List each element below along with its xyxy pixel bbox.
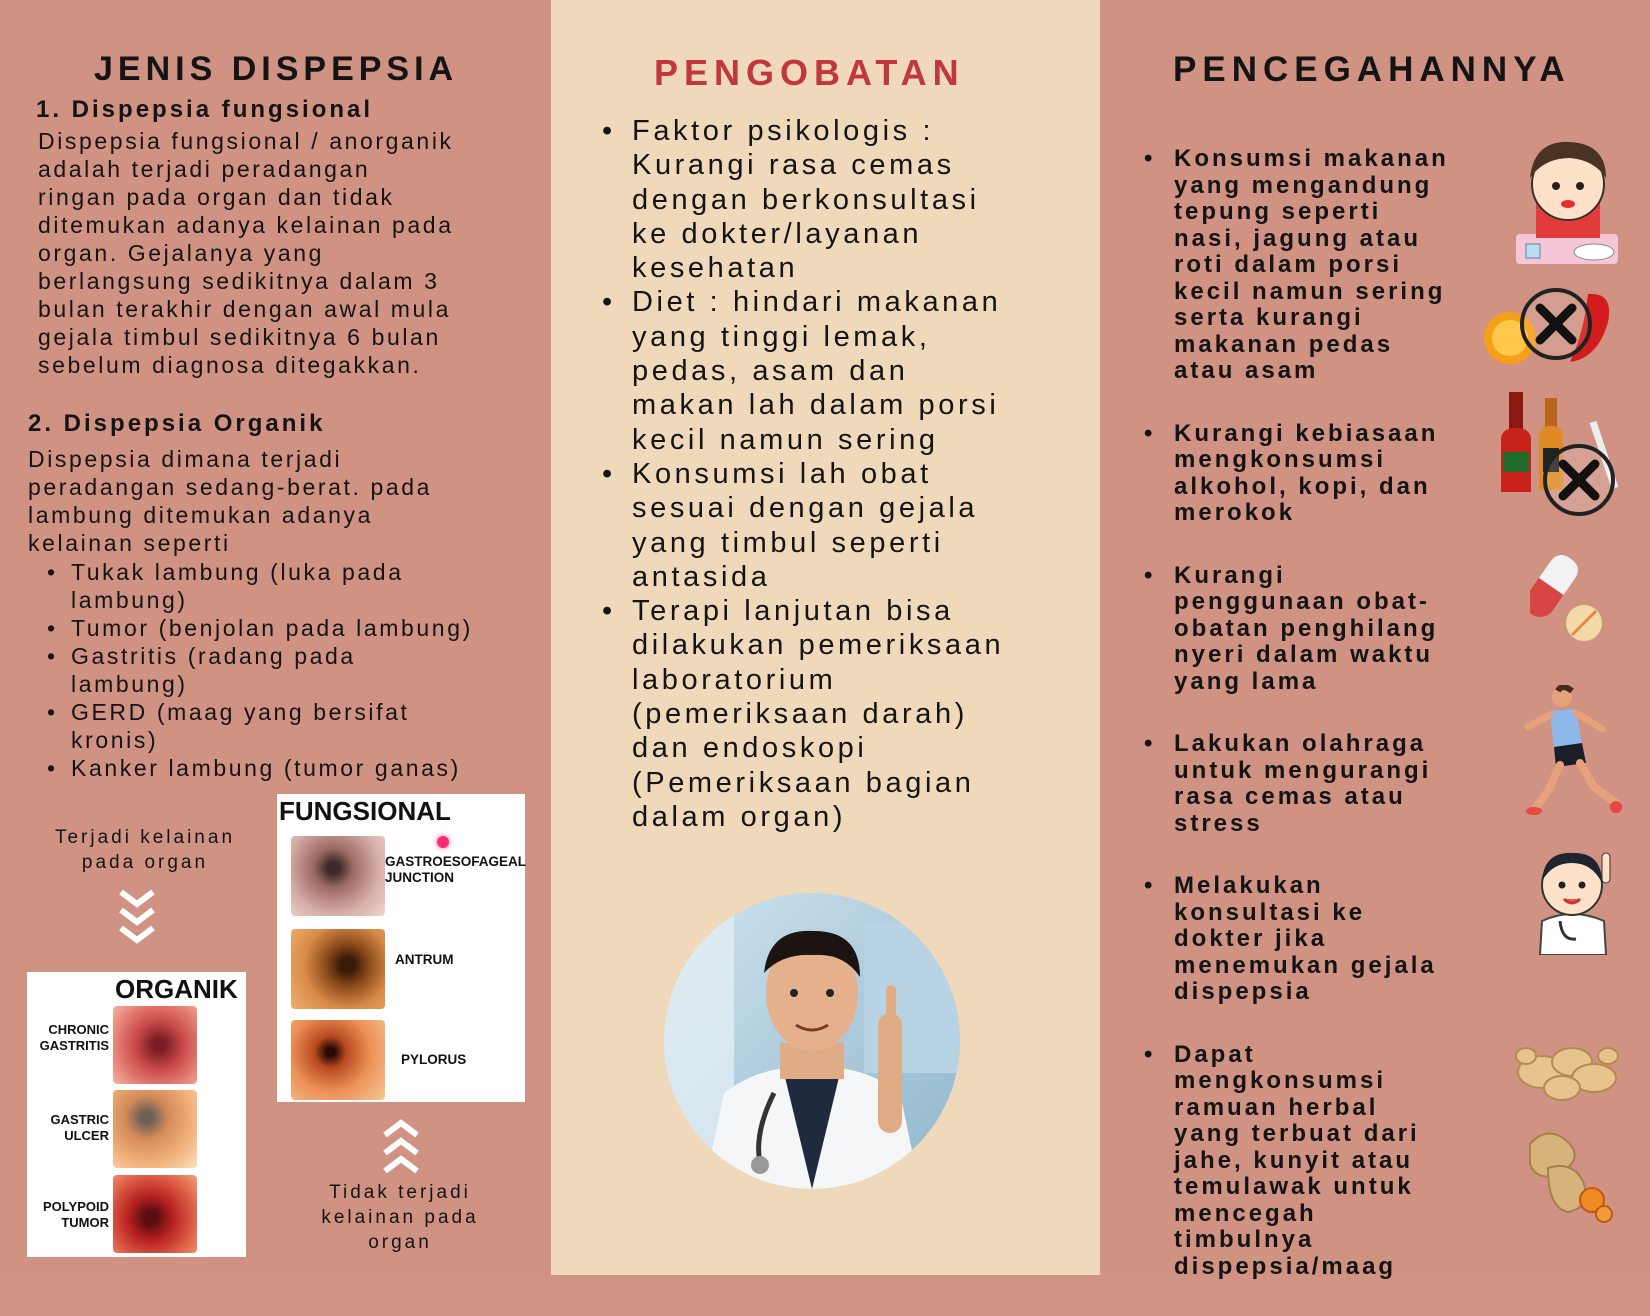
medicine-pill-icon (1530, 553, 1606, 645)
text-line: lambung) (71, 587, 188, 613)
text-line: stress (1174, 809, 1263, 837)
label-pylorus: PYLORUS (401, 1052, 467, 1067)
text-line: atau asam (1174, 357, 1319, 384)
text-line: ramuan herbal (1174, 1093, 1379, 1121)
text-line: (Pemeriksaan bagian (632, 766, 975, 799)
eating-child-icon (1514, 134, 1620, 272)
text-line: mengkonsumsi (1174, 446, 1387, 473)
polypoid-tumor-image (113, 1175, 197, 1253)
running-man-icon (1520, 685, 1622, 819)
list-item (1144, 1042, 1449, 1281)
text-line: gejala timbul sedikitnya 6 bulan (38, 324, 441, 350)
text-line: Kurangi kebiasaan (1174, 419, 1439, 447)
text-line: Dispepsia dimana terjadi (28, 446, 343, 472)
text-line: dokter jika (1174, 925, 1328, 952)
organik-list (29, 558, 473, 782)
title-pencegahannya: PENCEGAHANNYA (1173, 50, 1571, 89)
text-line: Kurangi rasa cemas (632, 149, 955, 182)
list-item (602, 457, 1004, 594)
text-line: dispepsia/maag (1174, 1252, 1397, 1280)
fungsional-figure (277, 794, 525, 1102)
text-line: kronis) (71, 727, 159, 753)
text-line: kelainan seperti (28, 530, 231, 556)
text-line: Gastritis (radang pada (71, 643, 356, 669)
text-line: bulan terakhir dengan awal mula (38, 296, 452, 322)
text-line: mengkonsumsi (1174, 1067, 1387, 1094)
text-line: serta kurangi (1174, 304, 1364, 331)
ginger-icon (1512, 1032, 1622, 1106)
desc-fungsional (38, 127, 454, 379)
text-line: timbulnya (1174, 1226, 1315, 1253)
organik-figure (27, 972, 246, 1257)
list-item (29, 698, 473, 754)
label-chronic-gastritis: CHRONIC GASTRITIS (39, 1022, 109, 1053)
text-line: Tukak lambung (luka pada (71, 559, 404, 585)
caption-fungsional (300, 1180, 500, 1255)
text-line: kecil namun sering (1174, 277, 1446, 305)
panel-pencegahan (1100, 0, 1650, 1280)
chevrons-up-icon (381, 1117, 421, 1177)
text-line: Konsumsi makanan (1174, 145, 1449, 172)
list-item (29, 614, 473, 642)
subtitle-fungsional: 1. Dispepsia fungsional (36, 96, 374, 123)
text-line: (pemeriksaan darah) (632, 698, 968, 731)
text-line: Dapat (1174, 1040, 1256, 1068)
list-item (1144, 421, 1449, 527)
text-line: Diet : hindari makanan (632, 286, 1002, 319)
list-item (1144, 731, 1449, 837)
title-pengobatan: PENGOBATAN (654, 52, 965, 93)
text-line: yang mengandung (1174, 171, 1433, 199)
doctor-photo (664, 893, 960, 1189)
text-line: GERD (maag yang bersifat (71, 699, 410, 725)
no-alcohol-coffee-smoking-icon (1497, 392, 1623, 520)
text-line: yang tinggi lemak, (632, 320, 931, 353)
pylorus-image (291, 1020, 385, 1100)
text-line: kecil namun sering (632, 423, 939, 456)
text-line: nyeri dalam waktu (1174, 641, 1434, 668)
text-line: peradangan sedang-berat. pada (28, 474, 433, 500)
organik-figure-title: ORGANIK (115, 974, 238, 1004)
text-line: temulawak untuk (1174, 1173, 1414, 1200)
label-antrum: ANTRUM (395, 952, 454, 967)
chevrons-down-icon (117, 888, 157, 948)
text-line: dengan berkonsultasi (632, 183, 980, 216)
list-item (1144, 563, 1449, 696)
desc-organik (28, 445, 432, 557)
caption-organik (40, 825, 250, 875)
text-line: Dispepsia fungsional / anorganik (38, 128, 454, 154)
text-line: Terapi lanjutan bisa (632, 595, 954, 628)
text-line: Faktor psikologis : (632, 115, 935, 147)
text-line: konsultasi ke (1174, 898, 1366, 926)
chronic-gastritis-image (113, 1006, 197, 1084)
turmeric-icon (1518, 1124, 1614, 1224)
text-line: makanan pedas (1174, 330, 1394, 358)
text-line: dalam organ) (632, 800, 847, 833)
doctor-icon (1532, 845, 1618, 955)
text-line: sesuai dengan gejala (632, 492, 979, 525)
text-line: yang terbuat dari (1174, 1120, 1420, 1147)
text-line: penggunaan obat- (1174, 588, 1430, 615)
text-line: jahe, kunyit atau (1174, 1146, 1414, 1174)
text-line: untuk mengurangi (1174, 756, 1432, 784)
list-item (29, 558, 473, 614)
pencegahan-list (1144, 146, 1449, 1316)
text-line: roti dalam porsi (1174, 251, 1403, 278)
label-polypoid-tumor: POLYPOID TUMOR (43, 1199, 109, 1230)
text-line: antasida (632, 560, 771, 593)
text-line: tepung seperti (1174, 198, 1382, 225)
text-line: ke dokter/layanan (632, 217, 923, 250)
text-line: sebelum diagnosa ditegakkan. (38, 352, 422, 378)
list-item (1144, 873, 1449, 1006)
list-item (602, 285, 1004, 456)
text-line: kelainan pada (321, 1207, 479, 1228)
text-line: pada organ (81, 852, 209, 873)
text-line: mencegah (1174, 1199, 1317, 1227)
panel-pengobatan (551, 0, 1100, 1275)
text-line: merokok (1174, 499, 1296, 526)
pengobatan-list (602, 114, 1004, 834)
title-jenis-dispepsia: JENIS DISPEPSIA (94, 50, 459, 88)
text-line: ditemukan adanya kelainan pada (38, 212, 454, 238)
text-line: Kanker lambung (tumor ganas) (71, 755, 461, 781)
text-line: menemukan gejala (1174, 951, 1437, 979)
text-line: kesehatan (632, 252, 799, 285)
text-line: lambung) (71, 671, 188, 697)
antrum-image (291, 929, 385, 1009)
no-spicy-sour-icon (1480, 282, 1620, 368)
text-line: yang timbul seperti (632, 526, 944, 559)
text-line: Melakukan (1174, 872, 1324, 899)
list-item (29, 642, 473, 698)
subtitle-organik: 2. Dispepsia Organik (28, 410, 326, 437)
text-line: laboratorium (632, 663, 837, 696)
gastric-ulcer-image (113, 1090, 197, 1168)
text-line: Terjadi kelainan (54, 827, 236, 848)
pointer-dot-icon (437, 836, 449, 848)
text-line: Lakukan olahraga (1174, 730, 1427, 757)
text-line: dispepsia (1174, 978, 1312, 1005)
text-line: pedas, asam dan (632, 355, 909, 388)
text-line: organ. Gejalanya yang (38, 240, 325, 266)
text-line: nasi, jagung atau (1174, 224, 1422, 252)
fungsional-figure-title: FUNGSIONAL (279, 796, 451, 826)
text-line: adalah terjadi peradangan (38, 156, 371, 182)
text-line: berlangsung sedikitnya dalam 3 (38, 268, 440, 294)
label-gastric-ulcer: GASTRIC ULCER (50, 1112, 109, 1143)
text-line: Tidak terjadi (329, 1182, 471, 1203)
text-line: organ (368, 1232, 432, 1253)
label-gastroesofageal-junction: GASTROESOFAGEAL JUNCTION (385, 854, 527, 885)
text-line: obatan penghilang (1174, 614, 1439, 642)
list-item (602, 114, 1004, 285)
text-line: lambung ditemukan adanya (28, 502, 373, 528)
text-line: dan endoskopi (632, 732, 868, 765)
text-line: rasa cemas atau (1174, 783, 1406, 810)
text-line: alkohol, kopi, dan (1174, 472, 1431, 500)
text-line: dilakukan pemeriksaan (632, 629, 1005, 662)
panel-jenis-dispepsia (0, 0, 551, 1275)
list-item (29, 754, 473, 782)
text-line: Konsumsi lah obat (632, 457, 932, 490)
text-line: Kurangi (1174, 561, 1286, 589)
text-line: yang lama (1174, 667, 1319, 695)
text-line: Tumor (benjolan pada lambung) (71, 615, 473, 641)
text-line: makan lah dalam porsi (632, 389, 1000, 422)
gastroesofageal-junction-image (291, 836, 385, 916)
text-line: ringan pada organ dan tidak (38, 184, 395, 210)
list-item (602, 594, 1004, 834)
list-item (1144, 146, 1449, 385)
